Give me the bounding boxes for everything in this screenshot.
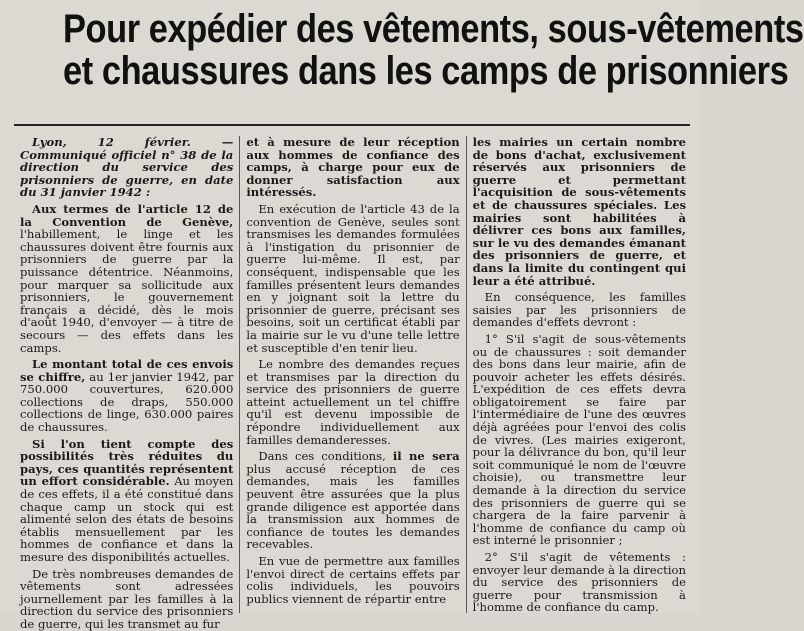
- article-columns: [14, 135, 692, 631]
- paragraph: et à mesure de leur réception aux hommes de confiance des camps, à charge pour eux de donner satisfaction aux intéressés.: [246, 135, 460, 200]
- headline-rule: [14, 124, 690, 126]
- column-2: [239, 136, 465, 613]
- column-1: [14, 135, 239, 631]
- paragraph: Le montant total de ces envois se chiffre, au 1er janvier 1942, par 750.000 couvertures, 620.000 collections de draps, 550.000 collections de linge, 630.000 paires de chaussures.: [20, 357, 234, 435]
- paragraph: 1° S'il s'agit de sous-vêtements ou de chaussures : soit demander des bons dans leur mairie, afin de pouvoir acheter les effets désirés. L'expédition de ces effets devra obligatoirement se faire par l'intermédiaire de l'une des œuvres déjà agréées pour l'envoi des colis de vivres. (Les mairies exigeront, pour la délivrance du bon, qu'il leur soit communiqué le nom de l'œuvre choisie), ou transmettre leur demande à la direction du service des prisonniers de guerre qui se chargera de la faire parvenir à l'homme de confiance du camp où est interné le prisonnier ;: [472, 331, 686, 548]
- headline: [63, 7, 804, 93]
- paragraph: En conséquence, les familles saisies par les prisonniers de demandes d'effets devront :: [472, 290, 686, 330]
- paragraph: De très nombreuses demandes de vêtements sont adressées journellement par les familles à la direction du service des prisonniers de guerre, qui les transmet au fur: [20, 566, 234, 631]
- column-3: [466, 136, 692, 613]
- headline-line-1: Pour expédier des vêtements, sous-vêtements: [63, 7, 804, 51]
- paragraph: les mairies un certain nombre de bons d'achat, exclusivement réservés aux prisonniers de guerre et permettant l'acquisition de sous-vêtements et de chaussures spéciales. Les mairies sont habilitées à délivrer ces bons aux familles, sur le vu des demandes émanant des prisonniers de guerre, et dans la limite du contingent qui leur a été attribué.: [472, 135, 686, 288]
- paragraph: Si l'on tient compte des possibilités très réduites du pays, ces quantités représentent un effort considérable. Au moyen de ces effets, il a été constitué dans chaque camp un stock qui est alimenté selon des états de besoins établis mensuellement par les hommes de confiance et dans la mesure des disponibilités actuelles.: [20, 436, 234, 564]
- paragraph: Aux termes de l'article 12 de la Convention de Genève, l'habillement, le linge et les chaussures doivent être fournis aux prisonniers de guerre par la puissance détentrice. Néanmoins, pour marquer sa sollicitude aux prisonniers, le gouvernement français a décidé, dès le mois d'août 1940, d'envoyer — à titre de secours — des effets dans les camps.: [20, 201, 234, 355]
- paragraph: Le nombre des demandes reçues et transmises par la direction du service des prisonniers de guerre atteint actuellement un tel chiffre qu'il est devenu impossible de répondre individuellement aux familles demanderesses.: [246, 357, 460, 447]
- paragraph: 2° S'il s'agit de vêtements : envoyer leur demande à la direction du service des prisonniers de guerre pour transmission à l'homme de confiance du camp.: [472, 550, 686, 615]
- paragraph: En vue de permettre aux familles l'envoi direct de certains effets par colis individuels, les pouvoirs publics viennent de répartir entre: [246, 554, 460, 606]
- dateline-paragraph: Lyon, 12 février. — Communiqué officiel n° 38 de la direction du service des prisonniers de guerre, en date du 31 janvier 1942 :: [20, 135, 234, 200]
- paragraph: Dans ces conditions, il ne sera plus accusé réception de ces demandes, mais les familles peuvent être assurées que la plus grande diligence est apportée dans la transmission aux hommes de confiance de toutes les demandes recevables.: [246, 449, 460, 552]
- paragraph: En exécution de l'article 43 de la convention de Genève, seules sont transmises les demandes formulées à l'instigation du prisonnier de guerre lui-même. Il est, par conséquent, indispensable que les familles présentent leurs demandes en y joignant soit la lettre du prisonnier de guerre, précisant ses besoins, soit un certificat établi par la mairie sur le vu d'une telle lettre et susceptible d'en tenir lieu.: [246, 201, 460, 355]
- headline-line-2: et chaussures dans les camps de prisonniers: [63, 49, 789, 93]
